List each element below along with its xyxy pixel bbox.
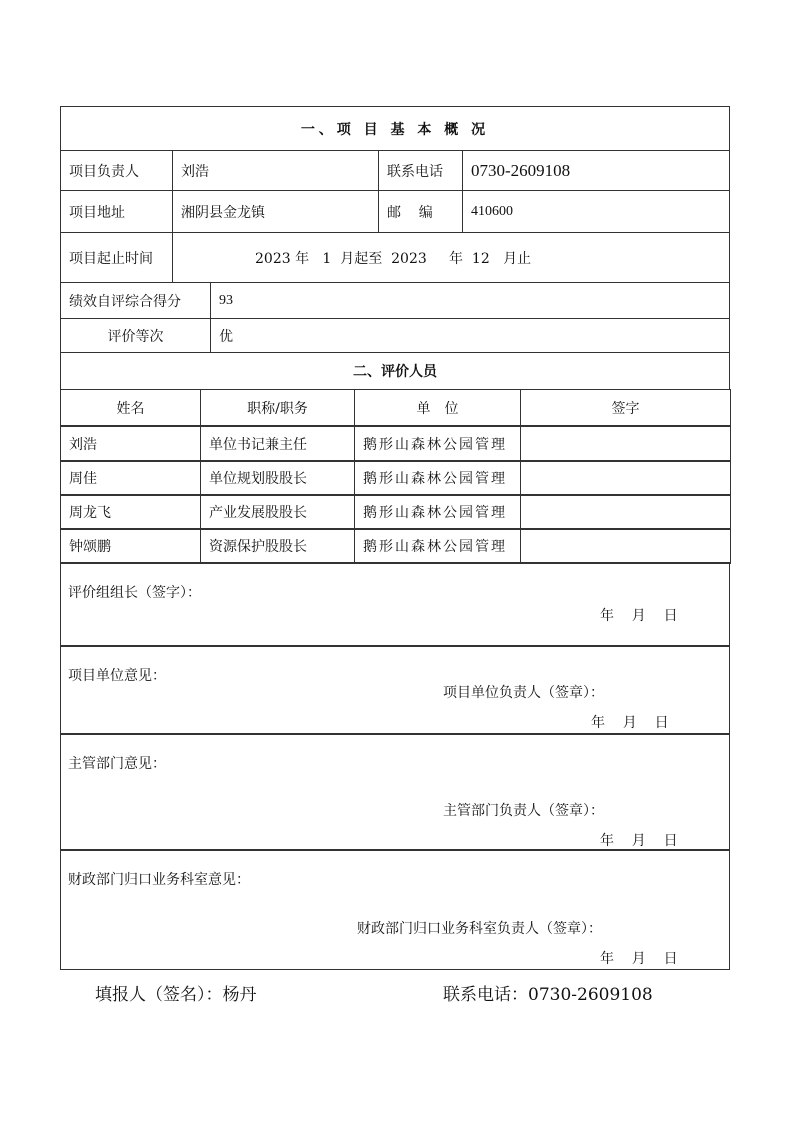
phone-value: 0730-2609108	[462, 150, 730, 191]
table-cell[interactable]	[520, 460, 731, 496]
date-label: 年 月 日	[591, 715, 669, 731]
table-cell: 钟颂鹏	[60, 528, 201, 564]
table-cell: 产业发展股股长	[200, 494, 355, 530]
address-label: 项目地址	[60, 190, 173, 233]
signer-label: 项目单位负责人（签章）：	[443, 685, 604, 701]
address-value: 湘阴县金龙镇	[172, 190, 379, 233]
table-cell[interactable]	[520, 528, 731, 564]
section2-title: 二、评价人员	[60, 352, 730, 390]
table-cell: 鹅形山森林公园管理	[354, 460, 521, 496]
opinion-label: 主管部门意见：	[68, 756, 166, 772]
table-header-cell: 姓名	[60, 389, 201, 427]
signer-label: 财政部门归口业务科室负责人（签章）：	[357, 921, 602, 937]
date-label: 年 月 日	[600, 951, 678, 967]
table-cell: 刘浩	[60, 425, 201, 462]
grade-label: 评价等次	[60, 318, 211, 353]
opinion-label: 评价组组长（签字）：	[68, 585, 201, 601]
table-header-cell: 签字	[520, 389, 731, 427]
section1-title: 一、项 目 基 本 概 况	[60, 106, 730, 151]
score-value: 93	[210, 282, 730, 319]
postcode-value: 410600	[462, 190, 730, 233]
table-cell: 单位书记兼主任	[200, 425, 355, 462]
table-cell: 资源保护股股长	[200, 528, 355, 564]
table-cell[interactable]	[520, 425, 731, 462]
table-cell[interactable]	[520, 494, 731, 530]
postcode-label: 邮 编	[378, 190, 463, 233]
period-value: 2023 年 1 月起至 2023 年 12 月止	[172, 232, 730, 283]
table-cell: 鹅形山森林公园管理	[354, 425, 521, 462]
score-label: 绩效自评综合得分	[60, 282, 211, 319]
table-cell: 鹅形山森林公园管理	[354, 528, 521, 564]
leader-value: 刘浩	[172, 150, 379, 191]
table-cell: 鹅形山森林公园管理	[354, 494, 521, 530]
opinion-label: 财政部门归口业务科室意见：	[68, 872, 250, 888]
grade-value: 优	[210, 318, 730, 353]
phone-label: 联系电话	[378, 150, 463, 191]
opinion-label: 项目单位意见：	[68, 668, 166, 684]
signer-label: 主管部门负责人（签章）：	[443, 803, 604, 819]
table-header-cell: 单 位	[354, 389, 521, 427]
table-cell: 单位规划股股长	[200, 460, 355, 496]
footer-phone: 联系电话：0730-2609108	[443, 985, 653, 1005]
date-label: 年 月 日	[600, 833, 678, 849]
table-cell: 周龙飞	[60, 494, 201, 530]
period-label: 项目起止时间	[60, 232, 173, 283]
leader-label: 项目负责人	[60, 150, 173, 191]
date-label: 年 月 日	[600, 608, 678, 624]
filler-signature: 填报人（签名）：杨丹	[95, 985, 257, 1005]
table-cell: 周佳	[60, 460, 201, 496]
table-header-cell: 职称/职务	[200, 389, 355, 427]
